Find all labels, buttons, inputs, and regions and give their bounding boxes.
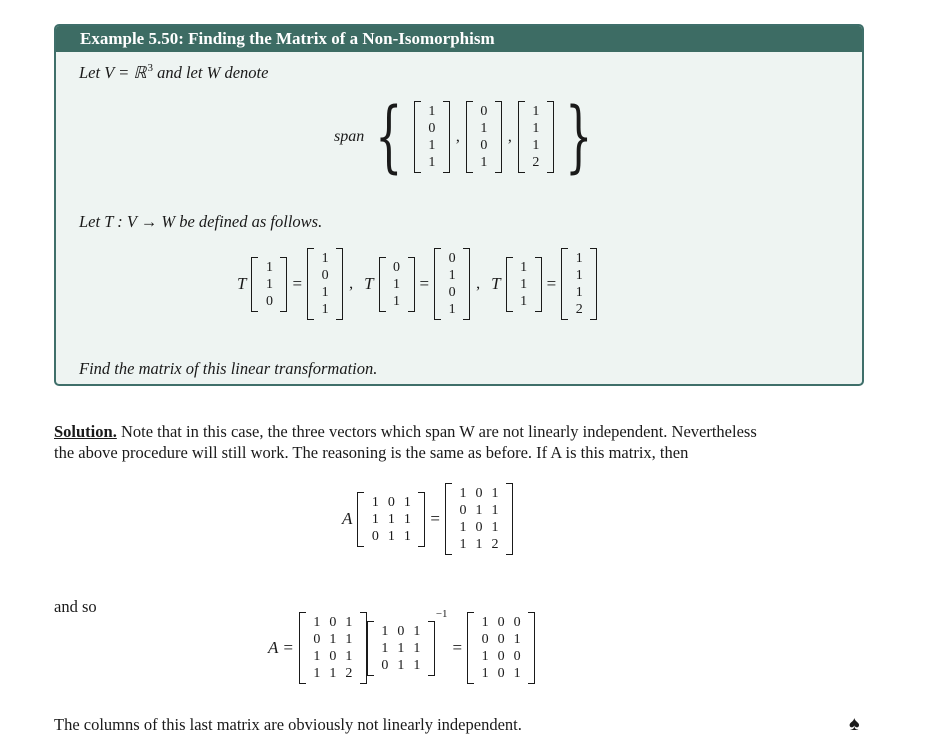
left-bracket (379, 257, 386, 312)
T-symbol: T (491, 274, 501, 293)
matrix-entry: 1 (397, 640, 405, 656)
example-question: Find the matrix of this linear transformation. (79, 359, 378, 378)
comma: , (455, 128, 460, 145)
matrix-entry: 1 (393, 276, 401, 292)
right-bracket (418, 492, 425, 547)
T-symbol: T (237, 274, 247, 293)
right-bracket (547, 101, 554, 173)
matrix-entry: 2 (532, 155, 540, 170)
input-vector (506, 257, 542, 312)
matrix-entry: 2 (491, 537, 499, 552)
left-bracket (506, 257, 513, 312)
intro-text-a: Let V = ℝ (79, 63, 147, 82)
equals-sign: = (419, 274, 430, 293)
matrix-entry: 0 (497, 666, 505, 681)
solution-line-2: the above procedure will still work. The reasoning is the same as before. If A is this matrix, then (54, 443, 689, 462)
right-bracket (443, 101, 450, 173)
matrix-entry: 1 (387, 528, 395, 544)
output-vector (434, 248, 470, 320)
matrix-entry: 1 (481, 615, 489, 630)
matrix-entry: 0 (513, 649, 521, 664)
matrix-entry: 1 (532, 104, 540, 119)
inverse-superscript: −1 (435, 608, 448, 620)
right-bracket (360, 612, 367, 684)
matrix-entry: 0 (480, 138, 488, 153)
equation-A-solution (263, 608, 535, 684)
right-bracket (495, 101, 502, 173)
matrix-entry: 0 (475, 486, 483, 501)
matrix-entry: 1 (265, 276, 273, 292)
matrix-entry: 1 (371, 494, 379, 510)
matrix-entry: 1 (329, 632, 337, 647)
matrix-entry: 1 (459, 520, 467, 535)
matrix-entry: 0 (387, 494, 395, 510)
left-bracket (367, 621, 374, 676)
matrix-entry: 0 (448, 251, 456, 266)
solution-text-1: Note that in this case, the three vectors which span W are not linearly independent. Nevertheless (116, 422, 757, 441)
matrix-entry: 1 (491, 503, 499, 518)
right-bracket (428, 621, 435, 676)
matrix-entry: 1 (459, 486, 467, 501)
matrix-entry: 0 (329, 649, 337, 664)
output-vector (561, 248, 597, 320)
matrix-entry: 0 (475, 520, 483, 535)
matrix-entry: 1 (345, 615, 353, 630)
matrix-entry: 1 (428, 104, 436, 119)
and-so-text: and so (54, 597, 97, 616)
matrix-entry: 1 (520, 259, 528, 275)
equals-sign: = (292, 274, 303, 293)
matrix-entry: 1 (381, 623, 389, 639)
equals-sign: = (546, 274, 557, 293)
coefficient-matrix (357, 492, 425, 547)
right-bracket (336, 248, 343, 320)
matrix-entry: 1 (459, 537, 467, 552)
span-label: span (334, 128, 365, 145)
matrix-entry: 0 (321, 268, 329, 283)
left-bracket (561, 248, 568, 320)
matrix-entry: 1 (313, 615, 321, 630)
equals-sign: = (430, 509, 440, 528)
matrix-entry: 0 (393, 259, 401, 275)
matrix-entry: 1 (403, 528, 411, 544)
matrix-entry: 1 (520, 293, 528, 309)
matrix-entry: 1 (491, 486, 499, 501)
matrix-entry: 0 (428, 121, 436, 136)
comma: , (349, 275, 354, 292)
matrix-entry: 1 (313, 649, 321, 664)
left-bracket (357, 492, 364, 547)
matrix-entry: 1 (520, 276, 528, 292)
matrix-entry: 1 (575, 285, 583, 300)
matrix-entry: 1 (381, 640, 389, 656)
matrix-entry: 0 (497, 615, 505, 630)
matrix-entry: 1 (475, 537, 483, 552)
matrix-entry: 1 (345, 632, 353, 647)
matrix-entry: 1 (387, 511, 395, 527)
matrix-entry: 1 (481, 666, 489, 681)
left-bracket (251, 257, 258, 312)
span-vectors (414, 101, 554, 173)
matrix-entry: 0 (313, 632, 321, 647)
matrix-entry: 1 (575, 268, 583, 283)
matrix-entry: 1 (321, 302, 329, 317)
matrix-entry: 1 (513, 666, 521, 681)
matrix-entry: 0 (481, 632, 489, 647)
matrix-entry: 1 (345, 649, 353, 664)
left-brace: { (375, 92, 403, 182)
left-bracket (414, 101, 421, 173)
matrix-entry: 1 (321, 251, 329, 266)
right-bracket (280, 257, 287, 312)
right-bracket (528, 612, 535, 684)
T-symbol: T (364, 274, 374, 293)
matrix-entry: 1 (413, 640, 421, 656)
matrix-entry: 2 (575, 302, 583, 317)
matrix-entry: 1 (265, 259, 273, 275)
equals-sign: = (452, 638, 463, 657)
matrix-entry: 1 (393, 293, 401, 309)
inverse-matrix-group (367, 608, 448, 676)
matrix-entry: 1 (448, 268, 456, 283)
matrix-entry: 1 (321, 285, 329, 300)
right-brace: } (565, 92, 593, 182)
matrix-entry: 2 (345, 666, 353, 681)
input-vector (251, 257, 287, 312)
right-bracket (590, 248, 597, 320)
matrix-entry: 1 (575, 251, 583, 266)
solution-line-1 (54, 422, 757, 442)
matrix-entry: 1 (480, 121, 488, 136)
matrix-entry: 0 (265, 293, 273, 309)
A-equals: A = (268, 638, 294, 657)
matrix-entry: 1 (329, 666, 337, 681)
input-vector (379, 257, 415, 312)
matrix-entry: 1 (480, 155, 488, 170)
span-vector (518, 101, 554, 173)
example-intro-line (79, 63, 268, 83)
solution-label: Solution. (54, 422, 117, 441)
right-bracket (408, 257, 415, 312)
matrix-entry: 0 (459, 503, 467, 518)
left-bracket (307, 248, 314, 320)
left-bracket (467, 612, 474, 684)
matrix-entry: 1 (428, 155, 436, 170)
matrix-entry: 1 (413, 657, 421, 673)
matrix-entry: 0 (497, 649, 505, 664)
matrix-entry: 0 (480, 104, 488, 119)
intro-superscript: 3 (147, 62, 153, 74)
matrix-entry: 0 (497, 632, 505, 647)
comma: , (507, 128, 512, 145)
matrix-entry: 1 (371, 511, 379, 527)
left-bracket (518, 101, 525, 173)
matrix-entry: 1 (428, 138, 436, 153)
matrix-entry: 1 (481, 649, 489, 664)
matrix-entry: 0 (371, 528, 379, 544)
left-bracket (445, 483, 452, 555)
matrix-entry: 1 (403, 511, 411, 527)
lhs-matrix (299, 612, 367, 684)
equation-A-times-matrix (337, 483, 513, 555)
matrix-entry: 0 (397, 623, 405, 639)
intro-text-b: and let W denote (152, 63, 269, 82)
matrix-entry: 1 (403, 494, 411, 510)
transformation-equations (232, 248, 597, 320)
span-vector (466, 101, 502, 173)
output-vector (307, 248, 343, 320)
matrix-entry: 1 (413, 623, 421, 639)
matrix-entry: 1 (513, 632, 521, 647)
left-bracket (434, 248, 441, 320)
left-bracket (299, 612, 306, 684)
matrix-entry: 1 (475, 503, 483, 518)
span-vector (414, 101, 450, 173)
matrix-entry: 1 (448, 302, 456, 317)
matrix-entry: 0 (513, 615, 521, 630)
span-set (334, 92, 604, 182)
transformation-definition: Let T : V → W be defined as follows. (79, 212, 323, 231)
right-bracket (506, 483, 513, 555)
right-bracket (463, 248, 470, 320)
matrix-entry: 1 (491, 520, 499, 535)
A-symbol: A (342, 509, 353, 528)
right-bracket (535, 257, 542, 312)
inverse-matrix (367, 621, 435, 676)
comma: , (476, 275, 481, 292)
matrix-entry: 1 (397, 657, 405, 673)
matrix-entry: 1 (532, 138, 540, 153)
end-of-proof-symbol: ♠ (849, 713, 860, 735)
matrix-entry: 0 (448, 285, 456, 300)
final-matrix (467, 612, 535, 684)
conclusion-text: The columns of this last matrix are obviously not linearly independent. (54, 715, 522, 734)
matrix-entry: 0 (329, 615, 337, 630)
left-bracket (466, 101, 473, 173)
matrix-entry: 1 (532, 121, 540, 136)
result-matrix (445, 483, 513, 555)
example-header: Example 5.50: Finding the Matrix of a Non-Isomorphism (56, 26, 862, 52)
matrix-entry: 1 (313, 666, 321, 681)
matrix-entry: 0 (381, 657, 389, 673)
